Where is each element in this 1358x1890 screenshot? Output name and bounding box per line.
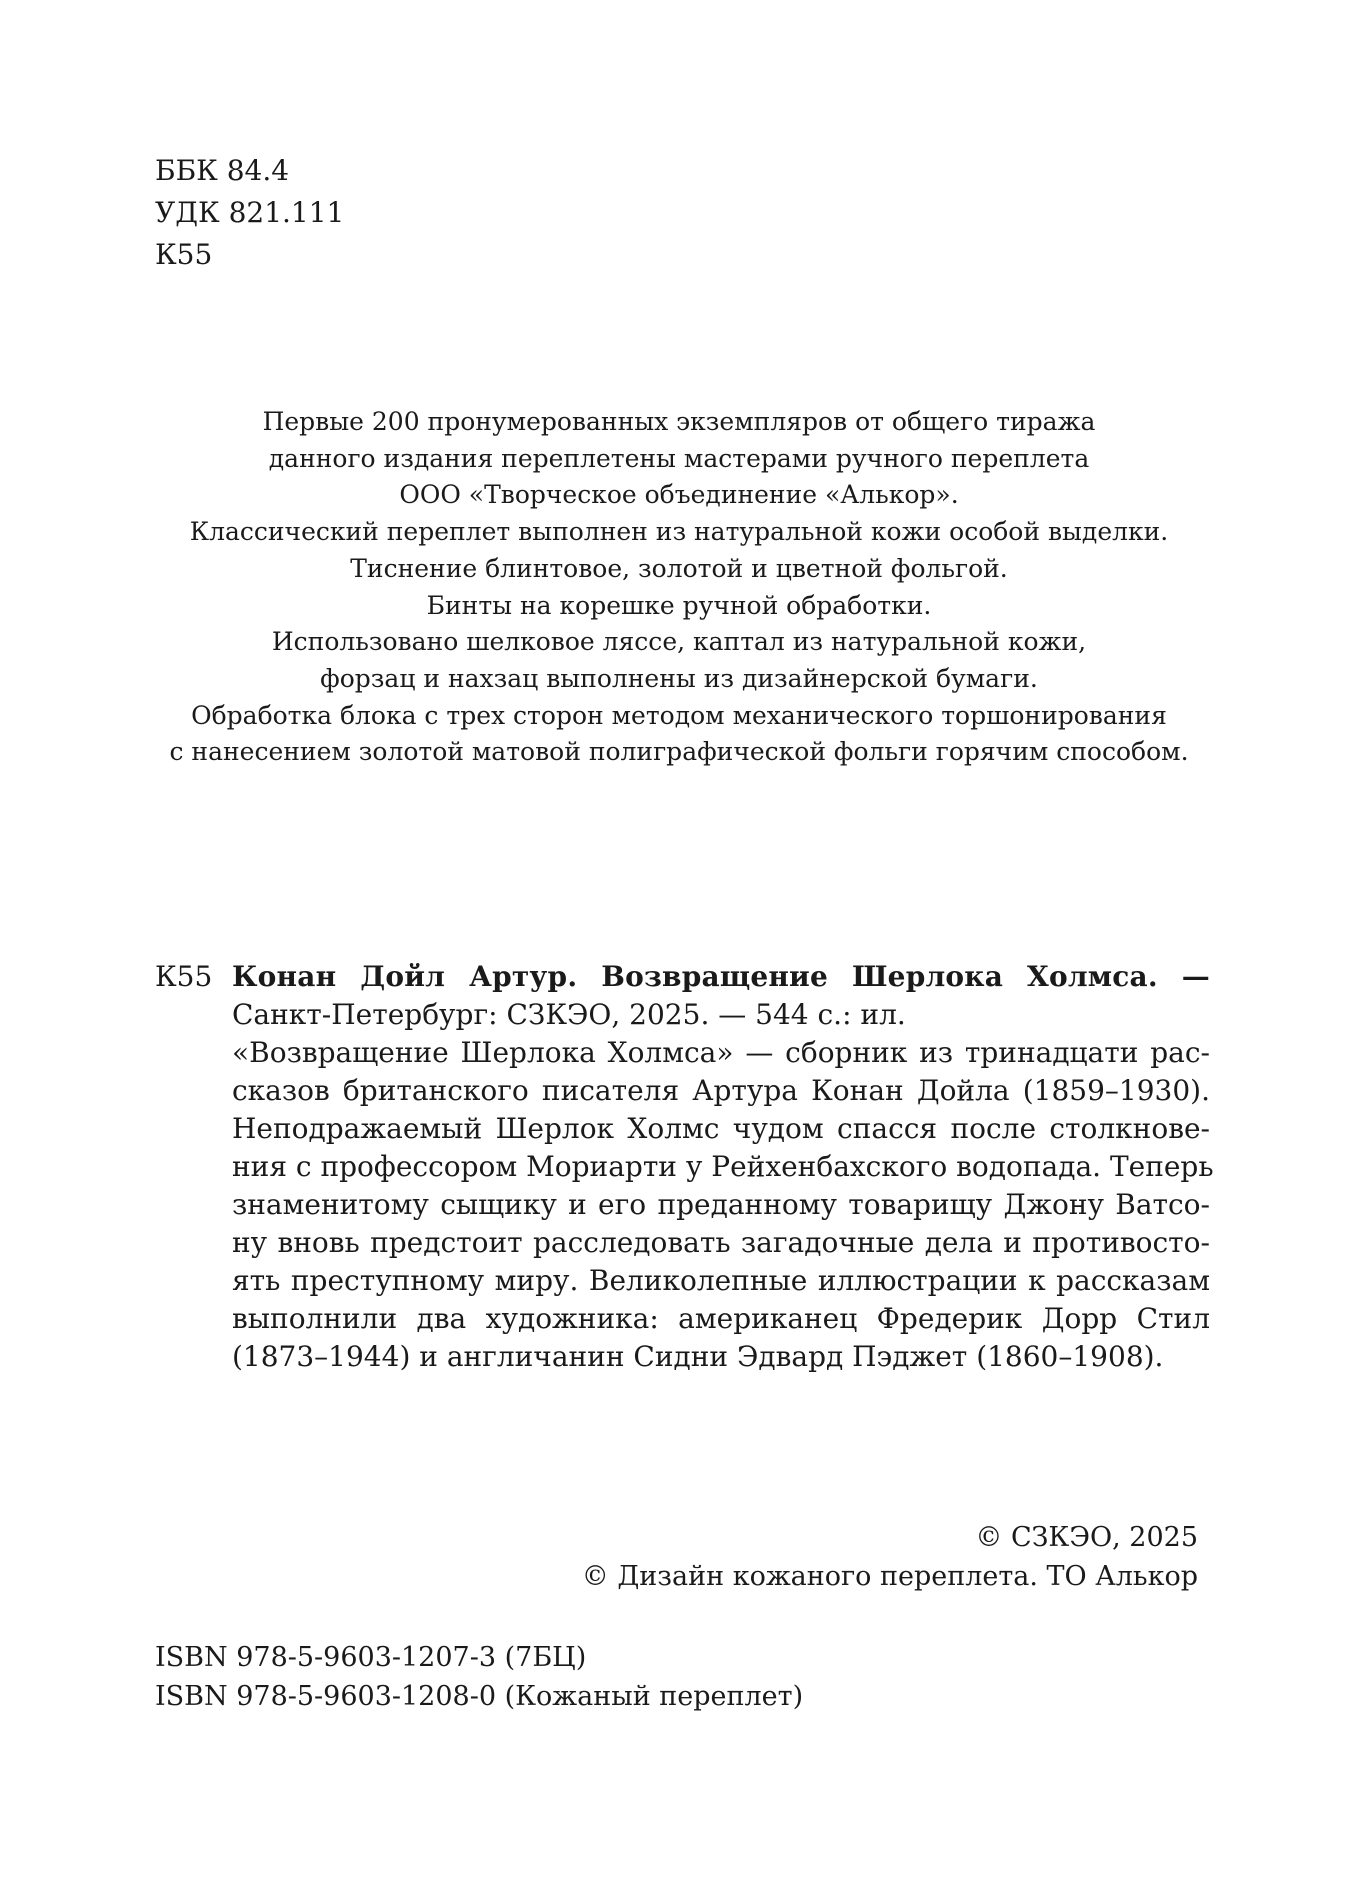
annotation-line: ния с профессором Мориарти у Рейхенбахского водопада. Теперь	[232, 1150, 1214, 1183]
catalog-body	[232, 958, 1214, 1376]
copyright-block	[582, 1518, 1198, 1596]
edition-note-line: Обработка блока с трех сторон методом механического торшонирования	[191, 700, 1167, 730]
annotation-line: знаменитому сыщику и его преданному товарищу Джону Ватсо-	[232, 1188, 1210, 1221]
annotation-line: сказов британского писателя Артура Конан Дойла (1859–1930).	[232, 1074, 1210, 1107]
copyright-binding-design: © Дизайн кожаного переплета. ТО Алькор	[581, 1561, 1198, 1592]
edition-note-line: форзац и нахзац выполнены из дизайнерской бумаги.	[320, 663, 1038, 693]
edition-note-line: данного издания переплетены мастерами ручного переплета	[268, 443, 1090, 473]
isbn-block	[155, 1638, 803, 1716]
edition-note-line: Использовано шелковое ляссе, каптал из натуральной кожи,	[271, 627, 1087, 657]
isbn-hardcover: ISBN 978-5-9603-1207-3 (7БЦ)	[155, 1642, 587, 1673]
annotation-line: (1873–1944) и англичанин Сидни Эдвард Пэджет (1860–1908).	[232, 1340, 1164, 1373]
udk-code: УДК 821.111	[155, 196, 345, 229]
limited-edition-note	[140, 404, 1218, 771]
annotation-line: выполнили два художника: американец Фредерик Дорр Стил	[232, 1302, 1210, 1335]
catalog-code: К55	[155, 960, 213, 993]
edition-note-line: с нанесением золотой матовой полиграфической фольги горячим способом.	[169, 737, 1189, 767]
classification-block	[155, 150, 344, 276]
bbk-code: ББК 84.4	[155, 154, 290, 187]
annotation-line: «Возвращение Шерлока Холмса» — сборник из тринадцати рас-	[232, 1036, 1210, 1069]
annotation-line: ять преступному миру. Великолепные иллюстрации к рассказам	[232, 1264, 1210, 1297]
author-mark: К55	[155, 238, 213, 271]
edition-note-line: Первые 200 пронумерованных экземпляров от общего тиража	[262, 407, 1096, 436]
edition-note-line: ООО «Творческое объединение «Алькор».	[399, 480, 959, 510]
catalog-record	[155, 958, 1214, 1376]
copyright-publisher: © СЗКЭО, 2025	[975, 1522, 1198, 1553]
isbn-leather: ISBN 978-5-9603-1208-0 (Кожаный переплет)	[155, 1681, 804, 1712]
edition-note-line: Бинты на корешке ручной обработки.	[426, 590, 932, 620]
edition-note-line: Тиснение блинтовое, золотой и цветной фольгой.	[350, 553, 1008, 583]
edition-note-line: Классический переплет выполнен из натуральной кожи особой выделки.	[189, 517, 1169, 547]
catalog-heading: Конан Дойл Артур. Возвращение Шерлока Холмса. —	[232, 960, 1210, 993]
annotation-line: ну вновь предстоит расследовать загадочные дела и противосто-	[232, 1226, 1210, 1259]
catalog-imprint: Санкт-Петербург: СЗКЭО, 2025. — 544 с.: ил.	[232, 998, 906, 1031]
annotation-line: Неподражаемый Шерлок Холмс чудом спасся после столкнове-	[232, 1112, 1210, 1145]
